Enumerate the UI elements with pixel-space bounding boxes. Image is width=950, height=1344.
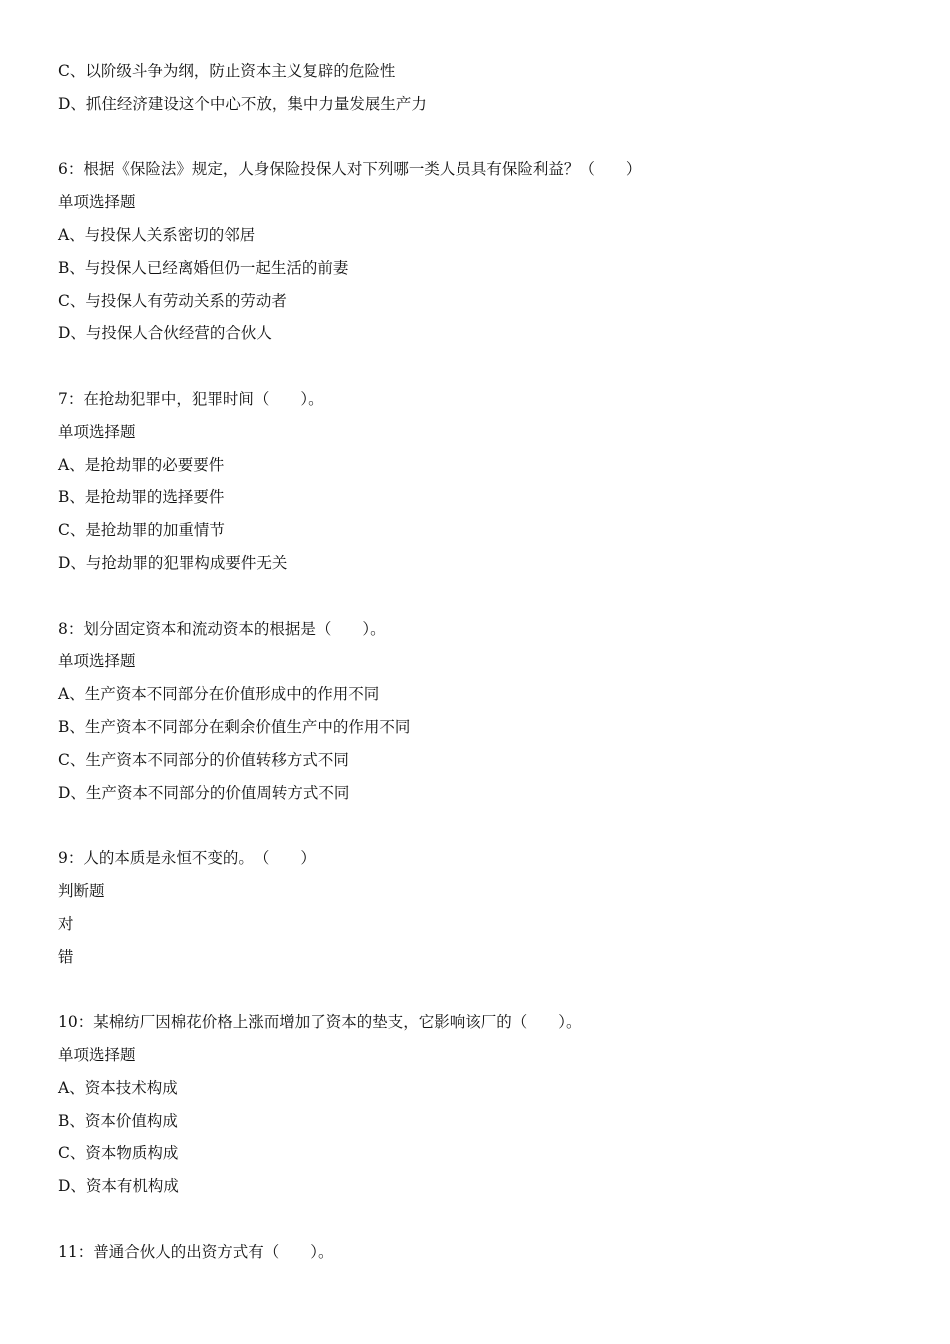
- question-stem: 9：人的本质是永恒不变的。 （ ）: [58, 849, 316, 868]
- option-b: B、资本价值构成: [58, 1111, 178, 1130]
- option-c: C、生产资本不同部分的价值转移方式不同: [58, 750, 349, 769]
- question-stem: 10：某棉纺厂因棉花价格上涨而增加了资本的垫支，它影响该厂的（ ）。: [58, 1013, 582, 1032]
- question-7: [58, 384, 918, 581]
- option-c: C、资本物质构成: [58, 1144, 179, 1163]
- question-stem: 8：划分固定资本和流动资本的根据是（ ）。: [58, 619, 386, 638]
- spacer: [58, 810, 918, 843]
- option-a: A、生产资本不同部分在价值形成中的作用不同: [58, 685, 380, 704]
- spacer: [58, 122, 918, 155]
- option-d: D、与抢劫罪的犯罪构成要件无关: [58, 553, 288, 572]
- spacer: [58, 351, 918, 384]
- question-9: [58, 843, 918, 974]
- spacer: [58, 974, 918, 1007]
- option-c: C、以阶级斗争为纲，防止资本主义复辟的危险性: [58, 62, 396, 80]
- spacer: [58, 1204, 918, 1237]
- option-true: 对: [58, 914, 74, 933]
- option-d: D、资本有机构成: [58, 1177, 179, 1196]
- option-c: C、与投保人有劳动关系的劳动者: [58, 291, 287, 310]
- option-c: C、是抢劫罪的加重情节: [58, 521, 225, 540]
- question-stem: 11：普通合伙人的出资方式有（ ）。: [58, 1242, 334, 1261]
- question-stem: 6：根据《保险法》规定，人身保险投保人对下列哪一类人员具有保险利益？（ ）: [58, 160, 642, 179]
- option-false: 错: [58, 947, 74, 966]
- question-type: 单项选择题: [58, 422, 136, 441]
- question-type: 单项选择题: [58, 1045, 136, 1064]
- option-d: D、与投保人合伙经营的合伙人: [58, 324, 272, 343]
- option-b: B、与投保人已经离婚但仍一起生活的前妻: [58, 258, 349, 277]
- option-a: A、资本技术构成: [58, 1078, 178, 1097]
- question-stem: 7：在抢劫犯罪中，犯罪时间（ ）。: [58, 389, 324, 408]
- question-type: 单项选择题: [58, 193, 136, 212]
- question-11: [58, 1237, 918, 1270]
- option-d: D、抓住经济建设这个中心不放，集中力量发展生产力: [58, 94, 427, 113]
- option-b: B、是抢劫罪的选择要件: [58, 488, 225, 507]
- previous-question-options: [58, 56, 918, 122]
- option-d: D、生产资本不同部分的价值周转方式不同: [58, 783, 350, 802]
- option-b: B、生产资本不同部分在剩余价值生产中的作用不同: [58, 717, 411, 736]
- question-10: [58, 1007, 918, 1204]
- question-8: [58, 614, 918, 811]
- question-type: 判断题: [58, 881, 105, 900]
- spacer: [58, 581, 918, 614]
- option-a: A、与投保人关系密切的邻居: [58, 225, 256, 244]
- document-page: [58, 56, 918, 1269]
- question-type: 单项选择题: [58, 652, 136, 671]
- option-a: A、是抢劫罪的必要要件: [58, 455, 225, 474]
- question-6: [58, 154, 918, 351]
